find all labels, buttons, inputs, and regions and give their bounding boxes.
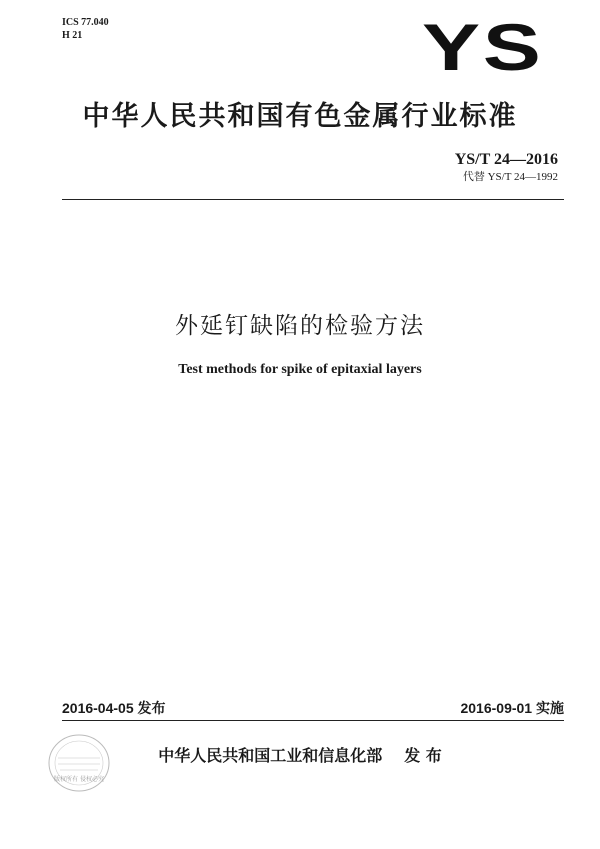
standard-category-title: 中华人民共和国有色金属行业标准 bbox=[82, 101, 518, 132]
document-title-chinese: 外延钉缺陷的检验方法 bbox=[175, 313, 425, 339]
top-divider bbox=[62, 199, 564, 200]
ccs-code: H 21 bbox=[62, 30, 83, 41]
replaces-note: 代替 YS/T 24—1992 bbox=[462, 171, 558, 183]
issuing-authority-line bbox=[0, 744, 600, 768]
bottom-divider bbox=[62, 720, 564, 721]
issuing-authority: 中华人民共和国工业和信息化部 bbox=[158, 746, 383, 765]
classification-codes bbox=[62, 16, 109, 42]
standard-number: YS/T 24—2016 bbox=[454, 151, 558, 168]
ics-code: ICS 77.040 bbox=[62, 17, 109, 28]
issue-date: 2016-04-05 发布 bbox=[62, 700, 166, 716]
issue-label: 发 布 bbox=[404, 746, 442, 765]
ys-logo: YS bbox=[422, 10, 544, 84]
seal-label: 版权所有 侵权必究 bbox=[54, 776, 104, 783]
implementation-date: 2016-09-01 实施 bbox=[460, 700, 564, 716]
standard-number-block bbox=[455, 151, 558, 185]
document-title-english: Test methods for spike of epitaxial layers bbox=[178, 362, 422, 377]
